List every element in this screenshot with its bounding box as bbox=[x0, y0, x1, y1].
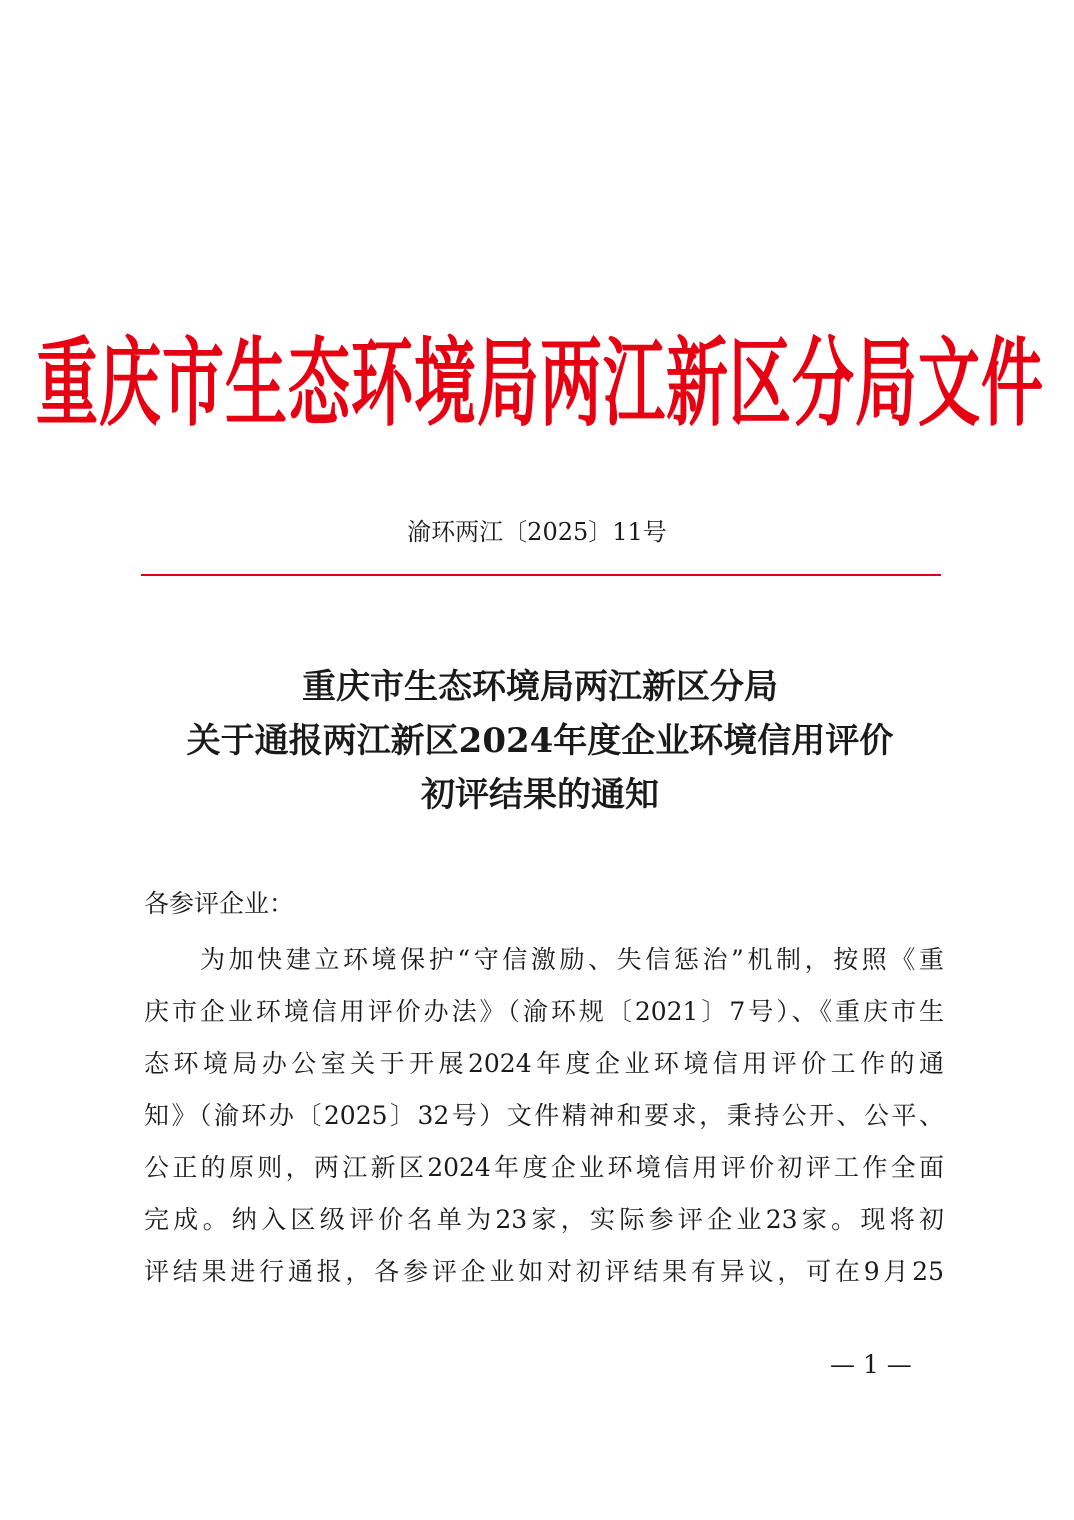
body-line: 公正的原则，两江新区2024年度企业环境信用评价初评工作全面 bbox=[144, 1153, 944, 1182]
title-line-2: 关于通报两江新区2024年度企业环境信用评价 bbox=[186, 721, 894, 761]
body-line: 为加快建立环境保护“守信激励、失信惩治”机制，按照《重 bbox=[200, 945, 944, 974]
masthead-title bbox=[36, 300, 1045, 450]
title-line-1: 重庆市生态环境局两江新区分局 bbox=[302, 667, 778, 707]
body-line: 完成。纳入区级评价名单为23家，实际参评企业23家。现将初 bbox=[144, 1205, 944, 1234]
red-divider bbox=[141, 574, 941, 576]
masthead-text: 重庆市生态环境局两江新区分局文件 bbox=[36, 326, 1045, 440]
document-title bbox=[120, 660, 960, 822]
body-line: 态环境局办公室关于开展2024年度企业环境信用评价工作的通 bbox=[144, 1049, 944, 1078]
body-paragraph bbox=[144, 934, 944, 1298]
body-line: 知》（渝环办〔2025〕32号）文件精神和要求，秉持公开、公平、 bbox=[144, 1101, 944, 1130]
document-number: 渝环两江〔2025〕11号 bbox=[407, 518, 667, 546]
salutation: 各参评企业： bbox=[144, 889, 295, 918]
page-number: — 1 — bbox=[830, 1350, 912, 1379]
body-line: 评结果进行通报，各参评企业如对初评结果有异议，可在9月25 bbox=[144, 1257, 944, 1286]
title-line-3: 初评结果的通知 bbox=[421, 775, 659, 815]
body-line: 庆市企业环境信用评价办法》（渝环规〔2021〕7号）、《重庆市生 bbox=[144, 997, 944, 1026]
